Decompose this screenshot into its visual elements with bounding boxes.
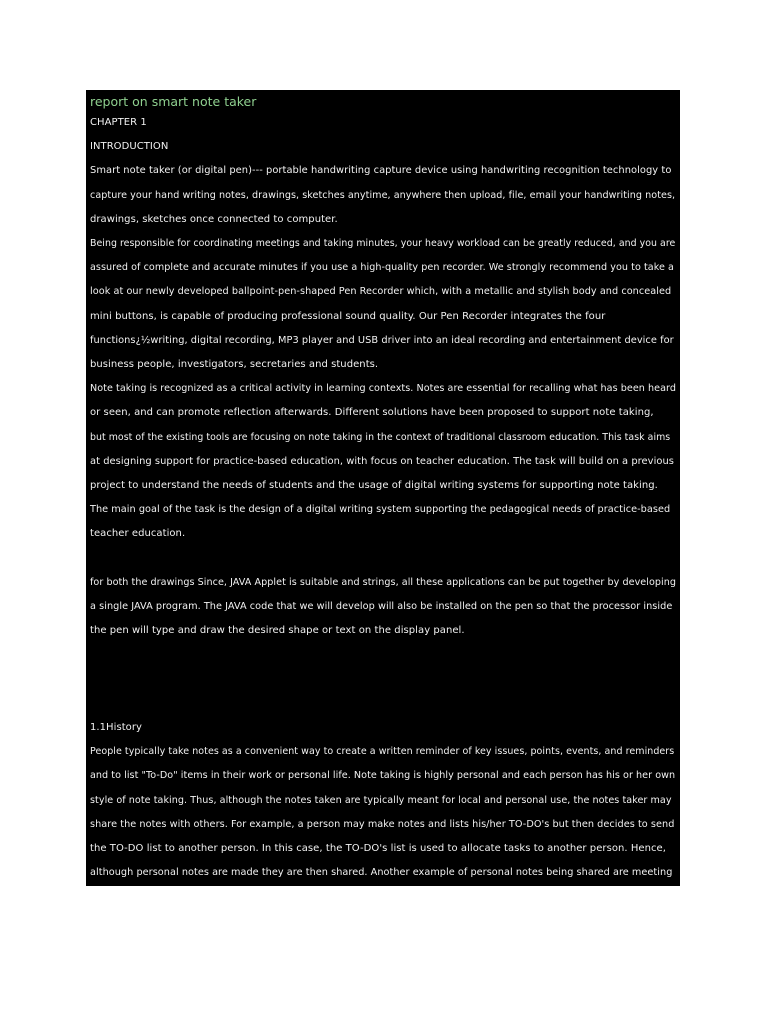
- document-line: CHAPTER 1: [90, 117, 147, 128]
- document-line: INTRODUCTION: [90, 141, 169, 153]
- document-line: assured of complete and accurate minutes if you use a high-quality pen recorder. We strongly recommend you to take a: [90, 262, 674, 274]
- document-line: capture your hand writing notes, drawings, sketches anytime, anywhere then upload, file, email your handwriting notes,: [90, 189, 676, 201]
- document-line: mini buttons, is capable of producing professional sound quality. Our Pen Recorder integrates the four: [90, 310, 606, 322]
- document-line: style of note taking. Thus, although the notes taken are typically meant for local and personal use, the notes taker may: [90, 794, 672, 806]
- document-line: 1.1History: [90, 722, 142, 733]
- document-line: although personal notes are made they are then shared. Another example of personal notes being shared are meeting: [90, 867, 673, 879]
- document-title: report on smart note taker: [90, 94, 257, 109]
- document-line: teacher education.: [90, 528, 186, 540]
- document-line: for both the drawings Since, JAVA Applet is suitable and strings, all these applications can be put together by developing: [90, 576, 677, 588]
- document-line: Note taking is recognized as a critical activity in learning contexts. Notes are essential for recalling what has been heard: [90, 383, 676, 395]
- document-line: drawings, sketches once connected to computer.: [90, 213, 338, 225]
- document-line: Being responsible for coordinating meetings and taking minutes, your heavy workload can be greatly reduced, and you are: [90, 238, 676, 249]
- document-line: look at our newly developed ballpoint-pen-shaped Pen Recorder which, with a metallic and stylish body and concealed: [90, 286, 672, 298]
- document-line: functions¿½writing, digital recording, MP3 player and USB driver into an ideal recording and entertainment device for: [90, 334, 674, 346]
- document-line: project to understand the needs of students and the usage of digital writing systems for supporting note taking.: [90, 480, 658, 491]
- document-line: and to list "To-Do" items in their work or personal life. Note taking is highly personal and each person has his or her own: [90, 770, 676, 782]
- document-line: share the notes with others. For example, a person may make notes and lists his/her TO-DO's but then decides to send: [90, 818, 675, 830]
- document-line: Smart note taker (or digital pen)--- portable handwriting capture device using handwriting recognition technology to: [90, 165, 672, 177]
- document-line: or seen, and can promote reflection afterwards. Different solutions have been proposed to support note taking,: [90, 407, 654, 419]
- document-line: People typically take notes as a convenient way to create a written reminder of key issues, points, events, and reminders: [90, 746, 675, 758]
- document-panel: [86, 90, 680, 886]
- document-line: The main goal of the task is the design of a digital writing system supporting the pedagogical needs of practice-based: [90, 504, 671, 516]
- document-line: at designing support for practice-based education, with focus on teacher education. The task will build on a previous: [90, 455, 674, 467]
- document-line: the pen will type and draw the desired shape or text on the display panel.: [90, 625, 465, 637]
- document-line: the TO-DO list to another person. In this case, the TO-DO's list is used to allocate tasks to another person. Hence,: [90, 843, 666, 854]
- document-line: business people, investigators, secretaries and students.: [90, 359, 379, 370]
- document-line: a single JAVA program. The JAVA code that we will develop will also be installed on the pen so that the processor inside: [90, 601, 673, 612]
- document-line: but most of the existing tools are focusing on note taking in the context of traditional classroom education. This task aims: [90, 431, 671, 443]
